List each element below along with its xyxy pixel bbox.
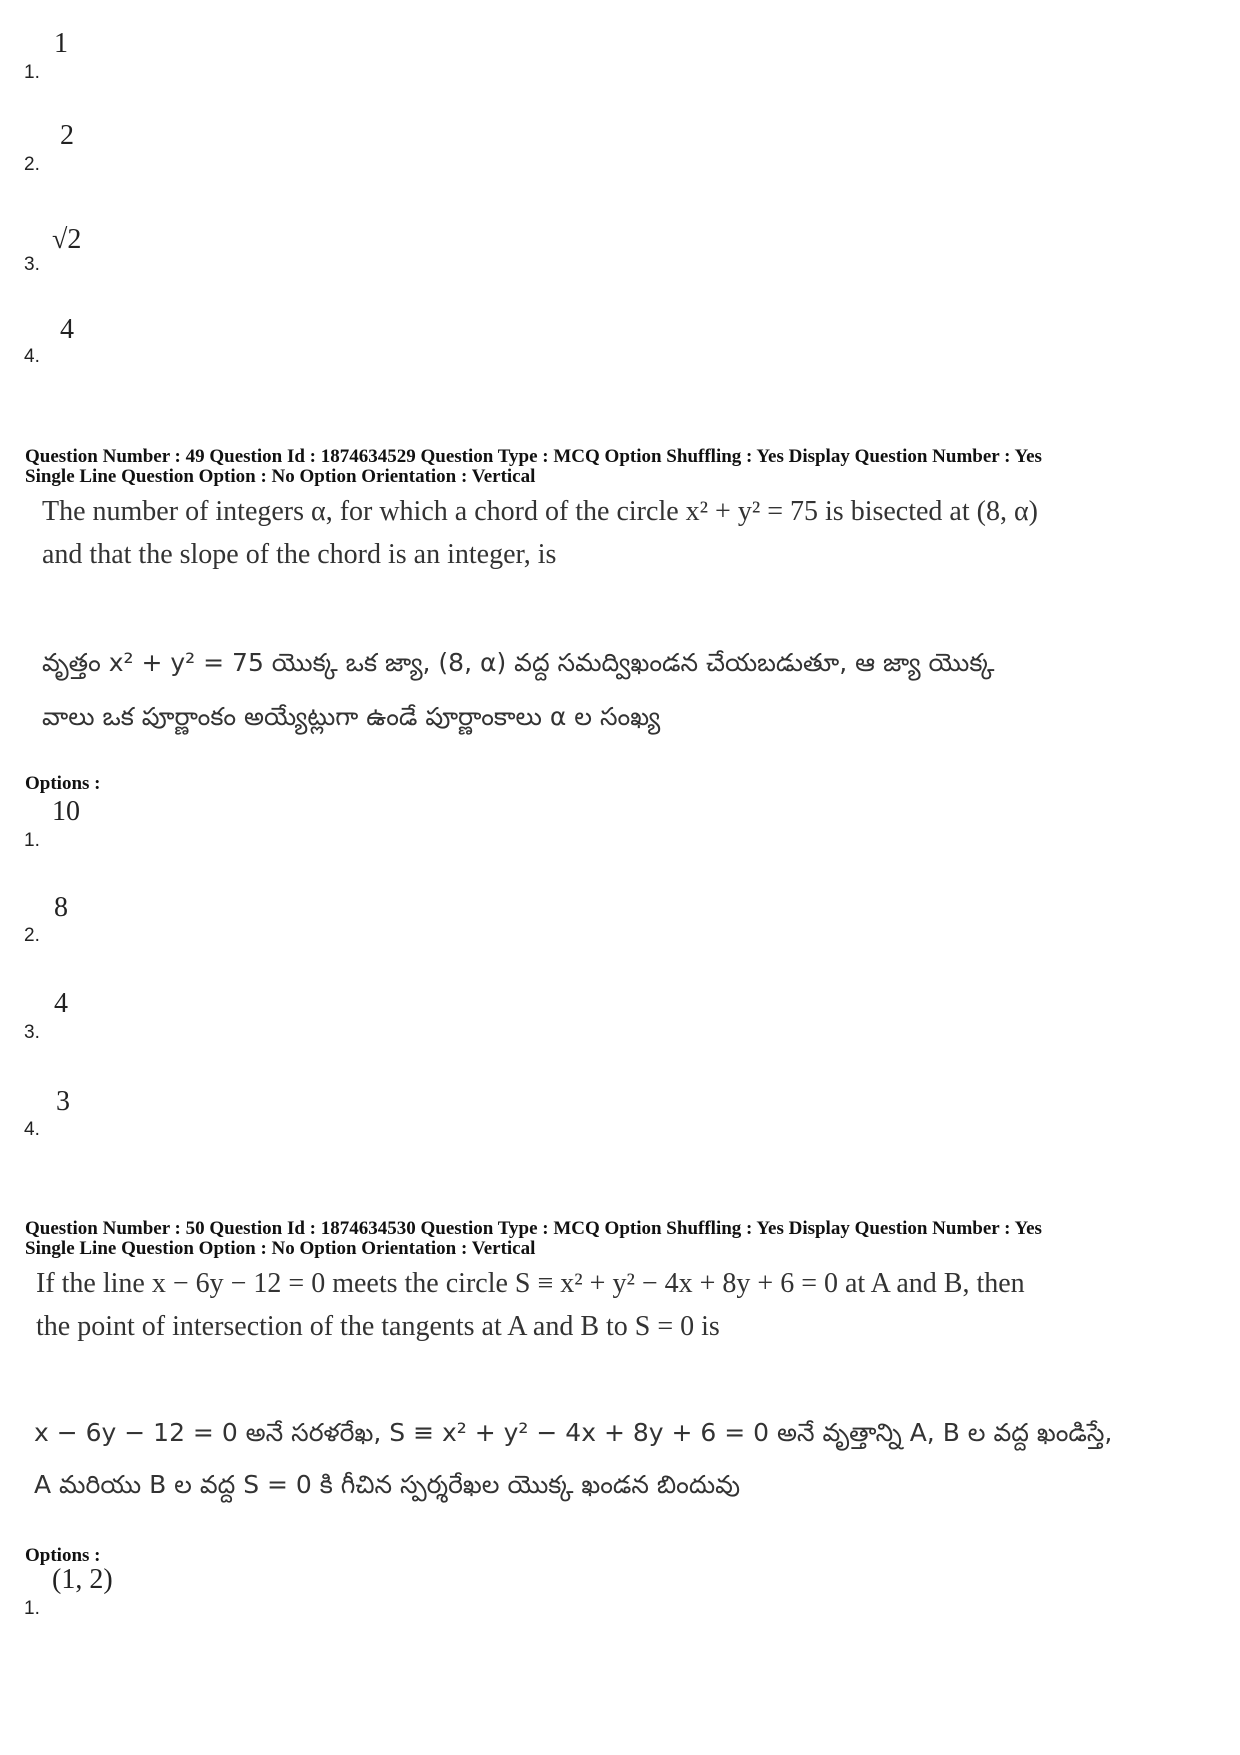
question-line: the point of intersection of the tangents at A and B to S = 0 is — [36, 1311, 720, 1342]
question-meta-line1: Question Number : 50 Question Id : 1874634530 Question Type : MCQ Option Shuffling : Yes Display Question Number : Yes — [25, 1218, 1042, 1239]
option-number: 1. — [24, 62, 40, 83]
option-value: 10 — [52, 796, 80, 827]
option-value: 2 — [60, 120, 74, 151]
option-value: (1, 2) — [52, 1564, 113, 1595]
option-number: 4. — [24, 346, 40, 367]
option-number: 1. — [24, 830, 40, 851]
question-meta-line2: Single Line Question Option : No Option Orientation : Vertical — [25, 1238, 536, 1259]
option-number: 3. — [24, 1022, 40, 1043]
question-line: A మరియు B ల వద్ద S = 0 కి గీచిన స్పర్శరేఖల యొక్క ఖండన బిందువు — [34, 1470, 741, 1499]
option-value: 8 — [54, 892, 68, 923]
option-value: 4 — [60, 314, 74, 345]
question-meta-line2: Single Line Question Option : No Option Orientation : Vertical — [25, 466, 536, 487]
question-line: వాలు ఒక పూర్ణాంకం అయ్యేట్లుగా ఉండే పూర్ణాంకాలు α ల సంఖ్య — [42, 702, 661, 731]
question-line: The number of integers α, for which a chord of the circle x² + y² = 75 is bisected at (8, α) — [42, 496, 1038, 527]
option-number: 4. — [24, 1119, 40, 1140]
question-line: and that the slope of the chord is an integer, is — [42, 539, 557, 570]
option-value: 4 — [54, 988, 68, 1019]
option-number: 2. — [24, 154, 40, 175]
option-value: 1 — [54, 28, 68, 59]
question-meta-line1: Question Number : 49 Question Id : 1874634529 Question Type : MCQ Option Shuffling : Yes Display Question Number : Yes — [25, 446, 1042, 467]
option-number: 1. — [24, 1598, 40, 1619]
question-line: If the line x − 6y − 12 = 0 meets the circle S ≡ x² + y² − 4x + 8y + 6 = 0 at A and B, then — [36, 1268, 1025, 1299]
option-number: 2. — [24, 925, 40, 946]
options-label: Options : — [25, 773, 101, 794]
options-label: Options : — [25, 1545, 101, 1566]
option-value: 3 — [56, 1086, 70, 1117]
question-line: x − 6y − 12 = 0 అనే సరళరేఖ, S ≡ x² + y² − 4x + 8y + 6 = 0 అనే వృత్తాన్ని A, B ల వద్ద ఖండిస్తే, — [34, 1418, 1113, 1447]
question-line: వృత్తం x² + y² = 75 యొక్క ఒక జ్యా, (8, α) వద్ద సమద్విఖండన చేయబడుతూ, ఆ జ్యా యొక్క — [42, 648, 995, 677]
option-value: √2 — [52, 224, 82, 255]
option-number: 3. — [24, 254, 40, 275]
